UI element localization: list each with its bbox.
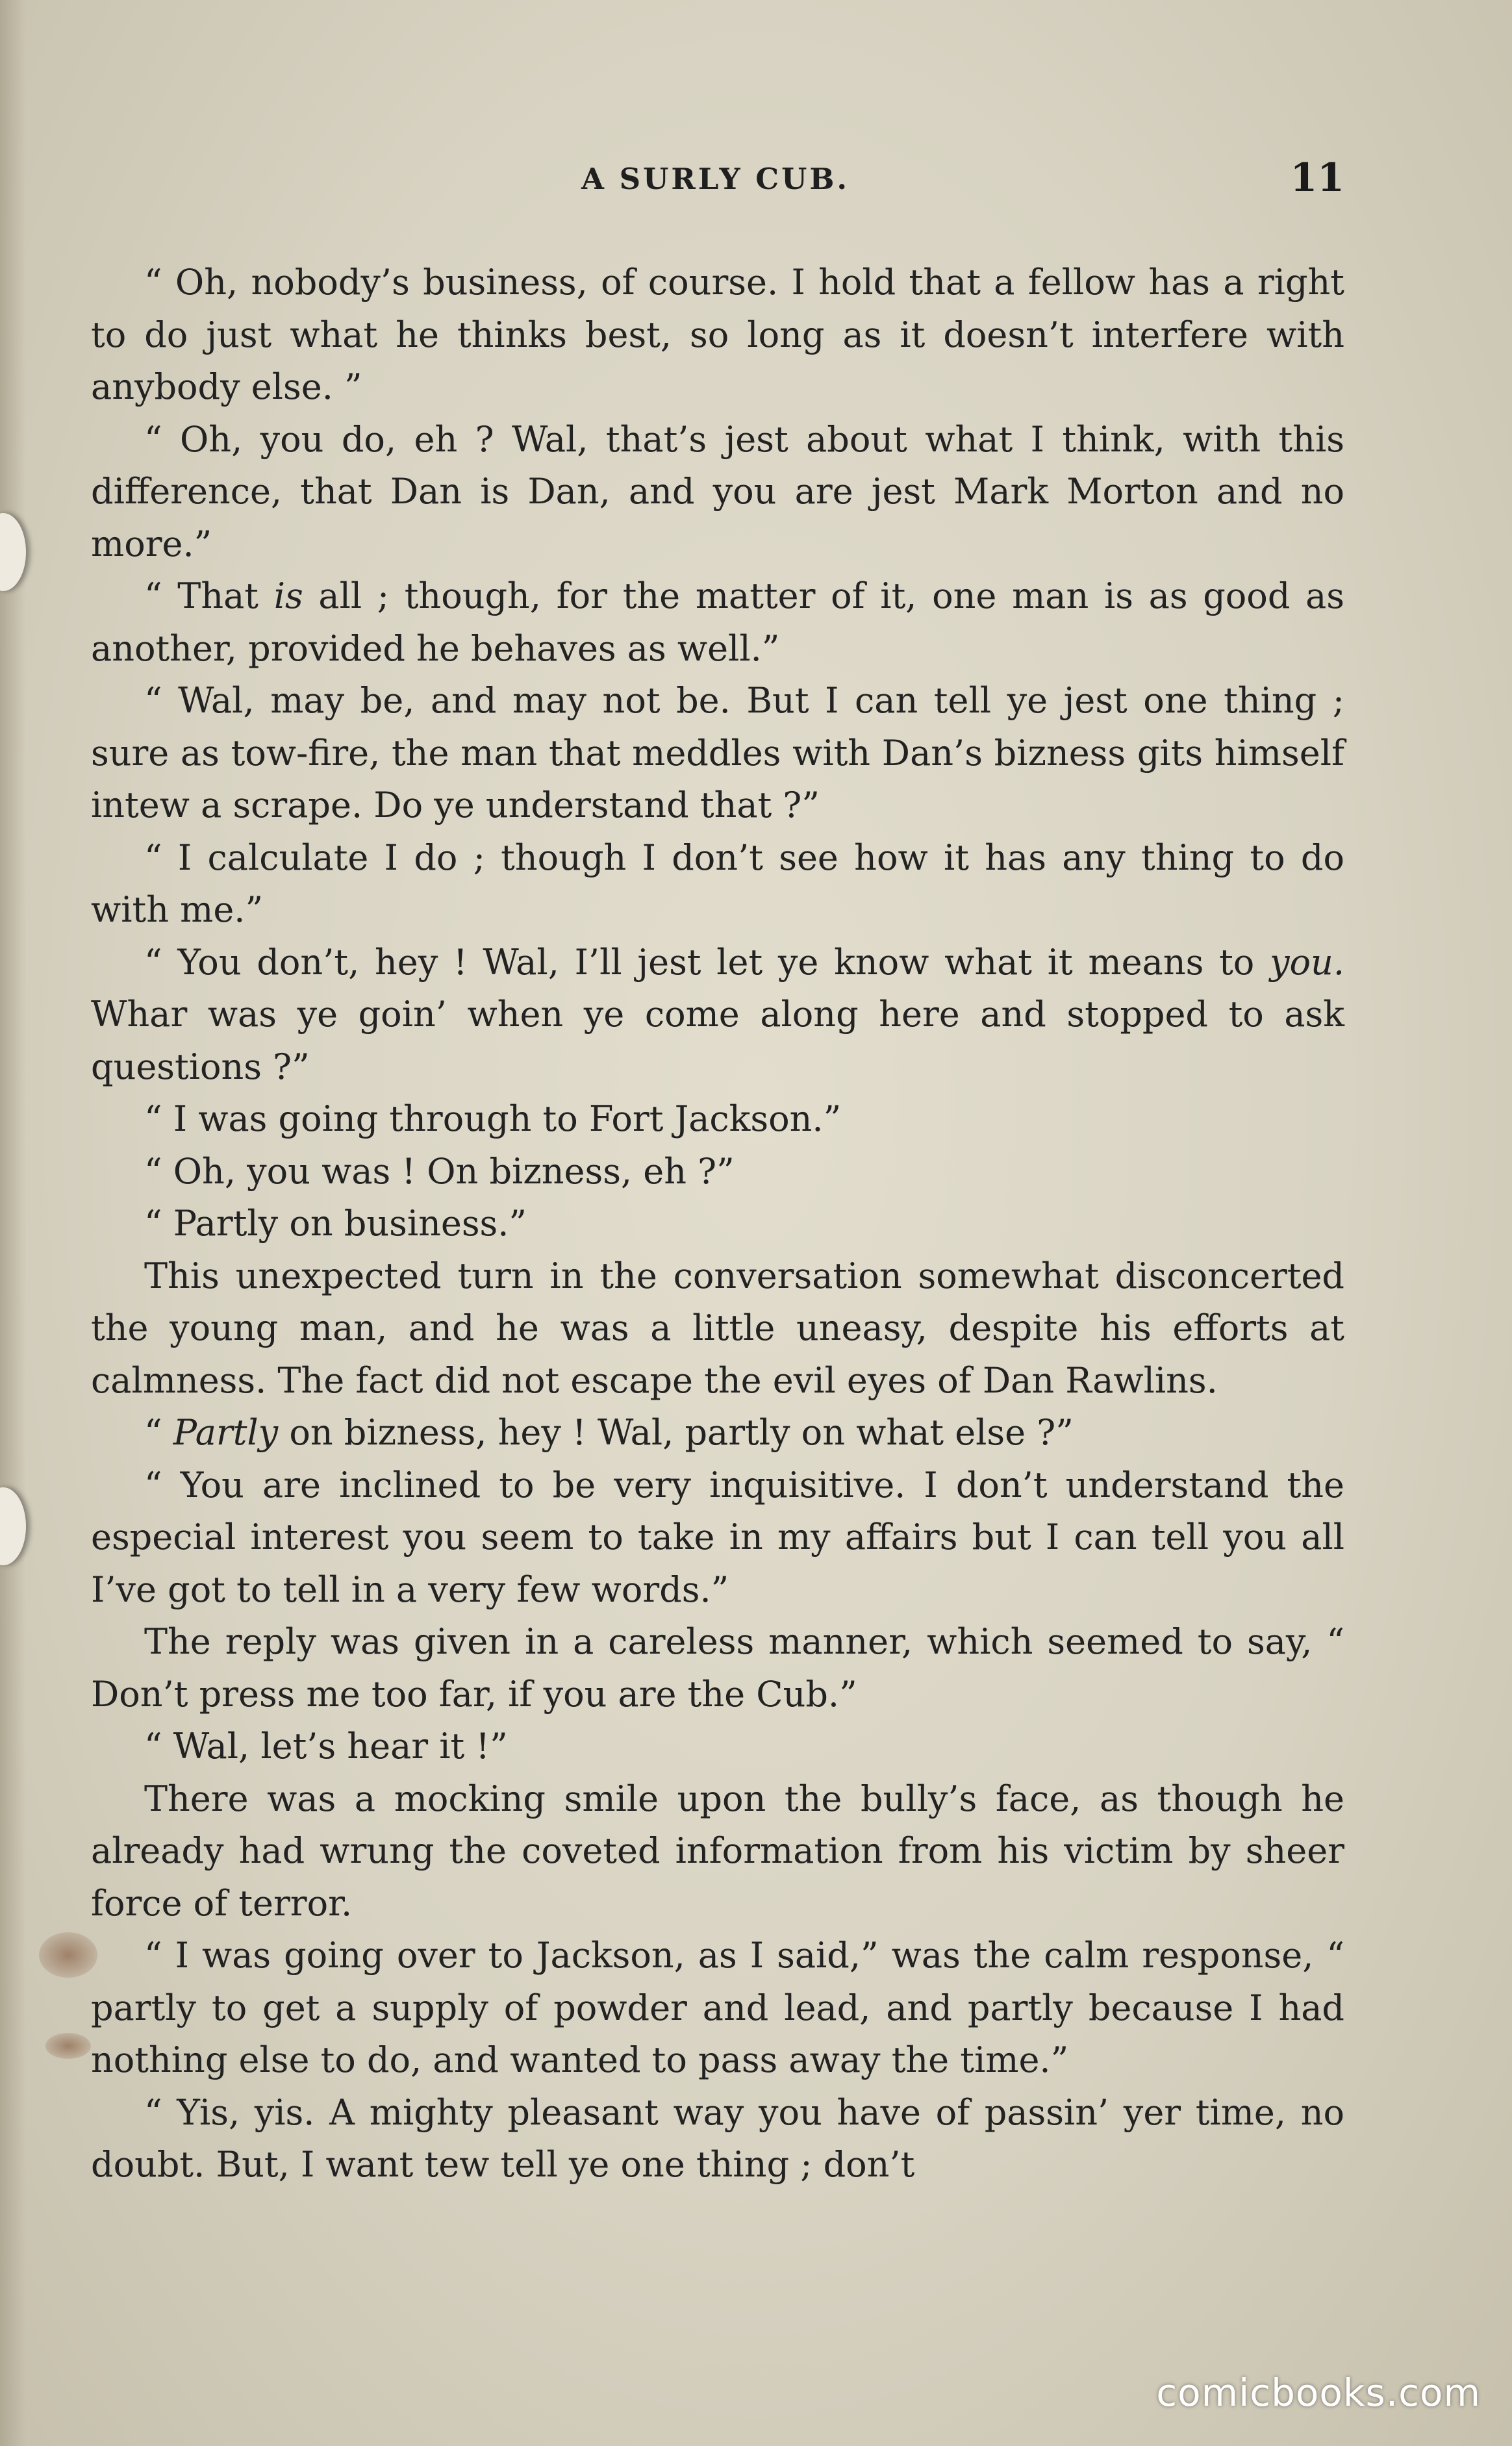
paragraph-text: “ You are inclined to be very inquisitive. I don’t understand the especial interest you seem to take in my affairs but I can tell you all I’ve got to tell in a very few words.” (91, 1464, 1344, 1610)
paragraph-text: There was a mocking smile upon the bully’s face, as though he already had wrung the coveted information from his victim by sheer force of terror. (91, 1778, 1344, 1924)
paragraph (91, 1459, 1344, 1617)
paragraph-text: “ Yis, yis. A mighty pleasant way you have of passin’ yer time, no doubt. But, I want tew tell ye one thing ; don’t (91, 2091, 1344, 2185)
italic-text: is (273, 575, 303, 616)
paragraph (91, 2087, 1344, 2191)
ink-stain (45, 2033, 91, 2059)
paragraph-text: “ I calculate I do ; though I don’t see how it has any thing to do with me.” (91, 837, 1344, 930)
body-text (91, 257, 1344, 2191)
paragraph-text: “ I was going through to Fort Jackson.” (144, 1098, 842, 1139)
paragraph (91, 1250, 1344, 1407)
paragraph (91, 570, 1344, 675)
page-number: 11 (1290, 155, 1344, 201)
watermark: comicbooks.com (1156, 2371, 1481, 2415)
paragraph-text: “ Wal, let’s hear it !” (144, 1726, 508, 1767)
paragraph (91, 1093, 1344, 1146)
paragraph (91, 1773, 1344, 1930)
paragraph (91, 1721, 1344, 1773)
paragraph-text: “ Oh, nobody’s business, of course. I hold that a fellow has a right to do just what he thinks best, so long as it doesn’t interfere with anybody else. ” (91, 262, 1344, 407)
paragraph-text: The reply was given in a careless manner, which seemed to say, “ Don’t press me too far, if you are the Cub.” (91, 1621, 1344, 1715)
paragraph-text: “ Oh, you was ! On bizness, eh ?” (144, 1150, 735, 1192)
paragraph-text: all ; though, for the matter of it, one man is as good as another, provided he behaves as well.” (91, 575, 1344, 669)
paragraph (91, 1407, 1344, 1459)
paragraph (91, 675, 1344, 832)
running-head: A SURLY CUB. (581, 162, 850, 196)
page-header (91, 155, 1344, 211)
paragraph (91, 1616, 1344, 1721)
paragraph-text: “ Partly on business.” (144, 1203, 527, 1244)
paragraph (91, 832, 1344, 937)
paragraph (91, 1146, 1344, 1198)
paragraph-text: “ You don’t, hey ! Wal, I’ll jest let ye know what it means to (144, 941, 1270, 983)
paragraph (91, 414, 1344, 571)
paragraph-text: “ That (144, 575, 274, 616)
paragraph (91, 937, 1344, 1094)
paragraph-text: “ I was going over to Jackson, as I said,” was the calm response, “ partly to get a supply of powder and lead, and partly because I had nothing else to do, and wanted to pass away the time.” (91, 1935, 1344, 2080)
paragraph (91, 1930, 1344, 2087)
paragraph-text: “ Oh, you do, eh ? Wal, that’s jest about what I think, with this difference, that Dan is Dan, and you are jest Mark Morton and no more.” (91, 418, 1344, 564)
italic-text: Partly (173, 1412, 279, 1453)
paragraph (91, 1198, 1344, 1250)
page-left-edge-shadow (0, 0, 26, 2446)
paragraph-text: on bizness, hey ! Wal, partly on what else ?” (278, 1412, 1074, 1453)
ink-stain (39, 1932, 97, 1978)
paragraph-text: This unexpected turn in the conversation somewhat disconcerted the young man, and he was a little uneasy, despite his efforts at calmness. The fact did not escape the evil eyes of Dan Rawlins. (91, 1255, 1344, 1401)
paragraph (91, 257, 1344, 414)
italic-text: you. (1270, 941, 1344, 983)
paragraph-text: “ (144, 1412, 173, 1453)
paragraph-text: “ Wal, may be, and may not be. But I can tell ye jest one thing ; sure as tow-fire, the man that meddles with Dan’s bizness gits himself intew a scrape. Do ye understand that ?” (91, 680, 1344, 826)
paragraph-text: Whar was ye goin’ when ye come along here and stopped to ask questions ?” (91, 994, 1344, 1087)
